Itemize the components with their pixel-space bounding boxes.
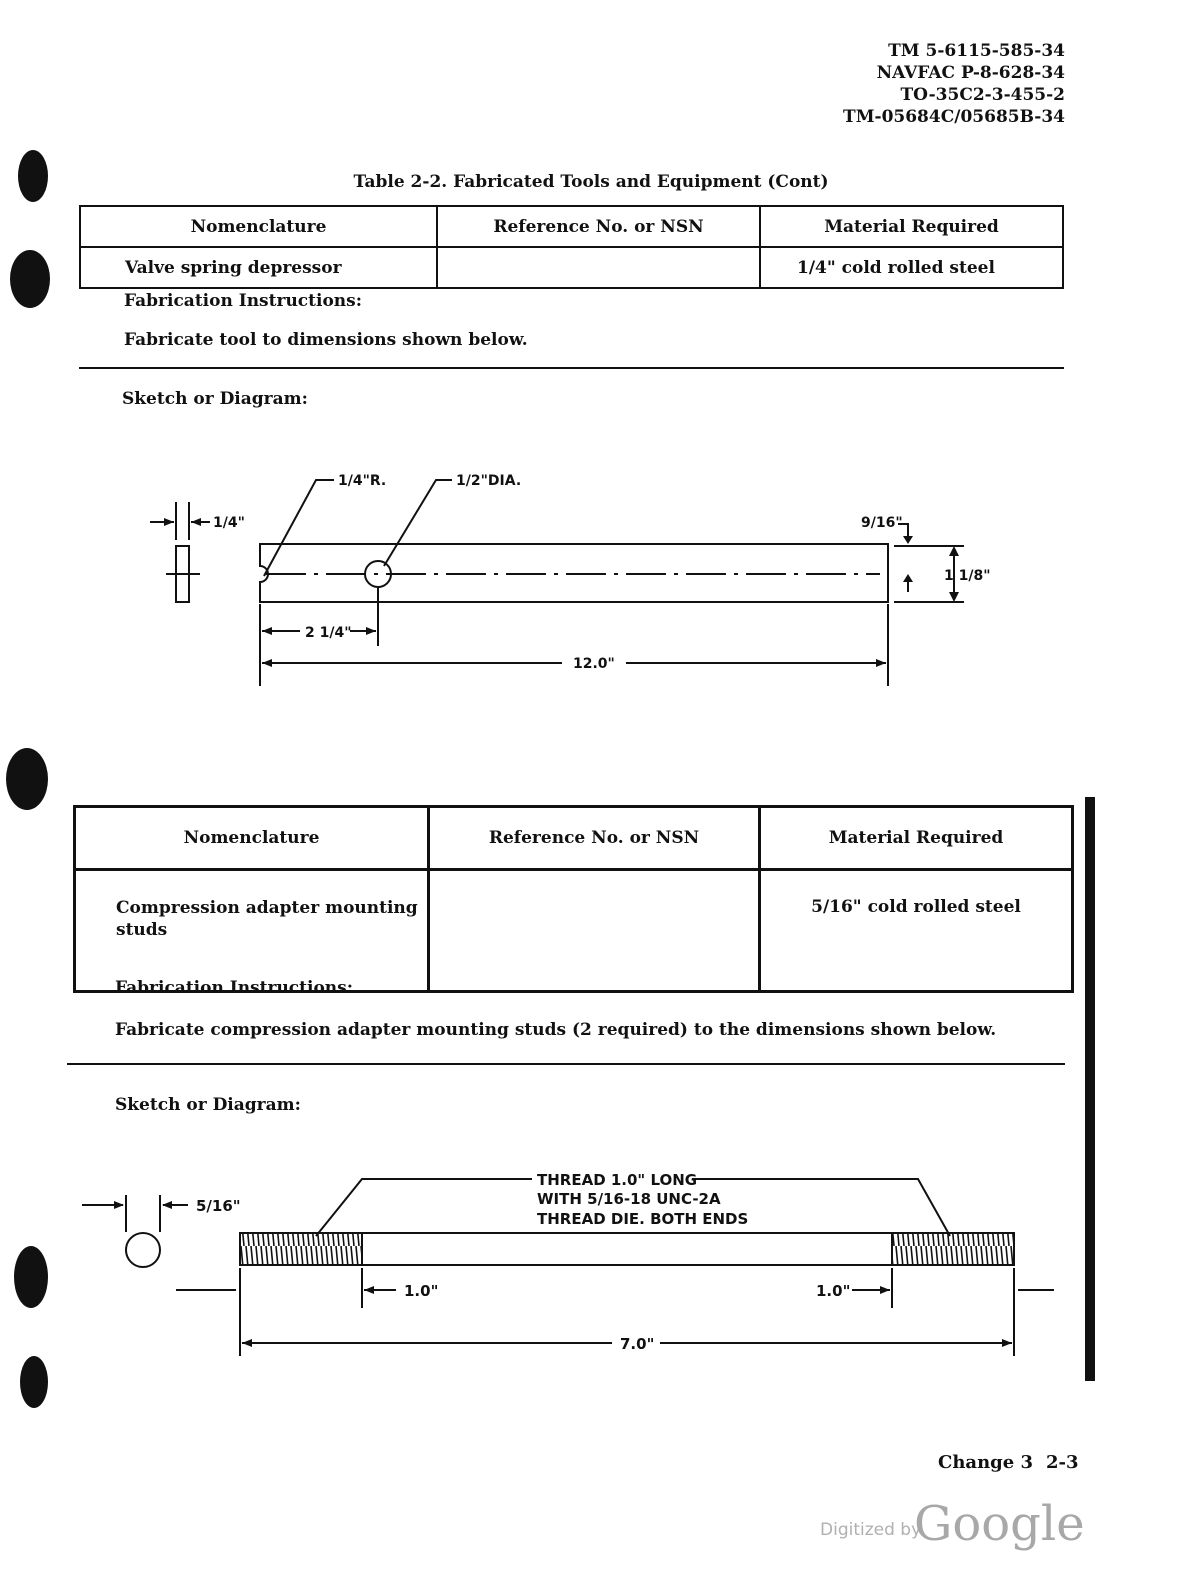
arrowhead — [949, 592, 959, 602]
arrowhead — [114, 1201, 124, 1209]
diameter-leader — [384, 480, 452, 566]
mounting-stud-diagram — [0, 1150, 1182, 1380]
arrowhead — [1002, 1339, 1012, 1347]
google-logo: Google — [914, 1496, 1085, 1552]
arrowhead — [164, 518, 174, 526]
stud-end-view — [126, 1233, 160, 1267]
stud-thread-left — [240, 1233, 362, 1265]
arrowhead — [262, 627, 272, 635]
thread-note-line2: WITH 5/16-18 UNC-2A — [537, 1190, 721, 1208]
item2-fabrication-label: Fabrication Instructions: — [115, 978, 354, 998]
item2-sketch-label: Sketch or Diagram: — [115, 1095, 301, 1115]
divider — [67, 1063, 1065, 1065]
cell-material: 5/16" cold rolled steel — [760, 870, 1073, 992]
doc-id-to: TO-35C2-3-455-2 — [900, 85, 1065, 105]
stud-shaft — [362, 1233, 892, 1265]
arrowhead — [876, 659, 886, 667]
arrowhead — [191, 518, 201, 526]
arrowhead — [262, 659, 272, 667]
thread-note-line1: THREAD 1.0" LONG — [537, 1171, 698, 1189]
thickness-label: 1/4" — [213, 515, 245, 531]
page-number: 2-3 — [1046, 1452, 1079, 1473]
item1-sketch-label: Sketch or Diagram: — [122, 389, 308, 409]
header-nomenclature: Nomenclature — [75, 807, 429, 870]
thread-note-line3: THREAD DIE. BOTH ENDS — [537, 1210, 749, 1228]
radius-label: 1/4"R. — [338, 473, 387, 489]
binder-hole-mark — [6, 748, 48, 810]
table-row — [75, 870, 1073, 992]
table-title: Table 2-2. Fabricated Tools and Equipment (Cont) — [353, 172, 829, 192]
cell-reference — [429, 870, 760, 992]
header-material: Material Required — [760, 807, 1073, 870]
stud-length-label: 7.0" — [620, 1335, 655, 1353]
arrowhead — [364, 1286, 374, 1294]
arrowhead — [162, 1201, 172, 1209]
left-thread-label: 1.0" — [404, 1282, 439, 1300]
arrowhead — [949, 546, 959, 556]
arrowhead — [903, 536, 913, 544]
doc-id-tm2: TM-05684C/05685B-34 — [843, 107, 1065, 127]
radius-leader — [264, 480, 334, 576]
header-material: Material Required — [760, 206, 1063, 247]
height-label: 1 1/8" — [944, 568, 991, 584]
thread-leader-left — [316, 1179, 532, 1236]
hole-offset-label: 2 1/4" — [305, 625, 352, 641]
arrowhead — [242, 1339, 252, 1347]
doc-id-navfac: NAVFAC P-8-628-34 — [876, 63, 1065, 83]
diameter-label: 1/2"DIA. — [456, 473, 522, 489]
digitized-by-label: Digitized by — [820, 1520, 922, 1540]
item2-table — [73, 805, 1074, 993]
header-reference: Reference No. or NSN — [437, 206, 760, 247]
diameter-label: 5/16" — [196, 1197, 241, 1215]
header-nomenclature: Nomenclature — [80, 206, 437, 247]
stud-thread-right — [892, 1233, 1014, 1265]
cell-nomenclature: Compression adapter mounting studs — [75, 870, 429, 992]
item2-fabrication-text: Fabricate compression adapter mounting studs (2 required) to the dimensions shown below. — [115, 1020, 997, 1040]
cell-nomenclature: Valve spring depressor — [80, 247, 437, 288]
change-number: Change 3 — [938, 1452, 1033, 1473]
cell-material: 1/4" cold rolled steel — [760, 247, 1063, 288]
length-label: 12.0" — [573, 656, 615, 672]
arrowhead — [880, 1286, 890, 1294]
doc-id-tm: TM 5-6115-585-34 — [888, 41, 1065, 61]
table-header-row — [75, 807, 1073, 870]
edge-label: 9/16" — [861, 515, 903, 531]
item1-fabrication-label: Fabrication Instructions: — [124, 291, 363, 311]
header-reference: Reference No. or NSN — [429, 807, 760, 870]
arrowhead — [903, 574, 913, 582]
valve-spring-depressor-diagram — [0, 0, 1182, 720]
item1-fabrication-text: Fabricate tool to dimensions shown below. — [124, 330, 528, 350]
arrowhead — [366, 627, 376, 635]
right-thread-label: 1.0" — [816, 1282, 851, 1300]
